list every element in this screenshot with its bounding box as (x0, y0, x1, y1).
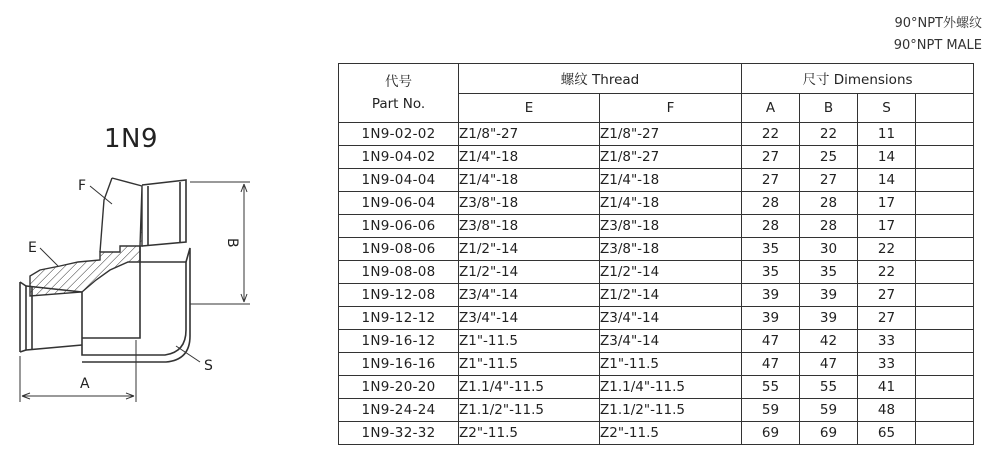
cell-part: 1N9-12-08 (339, 284, 459, 307)
cell-B: 39 (800, 307, 858, 330)
cell-B: 59 (800, 399, 858, 422)
cell-S: 17 (858, 192, 916, 215)
cell-part: 1N9-04-02 (339, 146, 459, 169)
cell-E: Z1/8"-27 (459, 123, 600, 146)
cell-B: 27 (800, 169, 858, 192)
cell-A: 47 (742, 353, 800, 376)
cell-B: 22 (800, 123, 858, 146)
cell-F: Z1/4"-18 (600, 192, 742, 215)
table-row (339, 307, 974, 330)
cell-blank (916, 146, 974, 169)
cell-A: 35 (742, 261, 800, 284)
part-no-header-cn: 代号 (385, 74, 412, 90)
label-E: E (28, 240, 37, 256)
cell-E: Z1/2"-14 (459, 261, 600, 284)
cell-A: 28 (742, 192, 800, 215)
dimensions-header: 尺寸 Dimensions (742, 64, 974, 94)
cell-A: 55 (742, 376, 800, 399)
cell-S: 14 (858, 146, 916, 169)
cell-part: 1N9-04-04 (339, 169, 459, 192)
cell-blank (916, 123, 974, 146)
cell-A: 69 (742, 422, 800, 445)
cell-part: 1N9-06-06 (339, 215, 459, 238)
cell-part: 1N9-08-06 (339, 238, 459, 261)
cell-blank (916, 192, 974, 215)
elbow-fitting-diagram (0, 0, 320, 464)
table-row (339, 238, 974, 261)
cell-B: 28 (800, 215, 858, 238)
cell-S: 27 (858, 284, 916, 307)
cell-blank (916, 422, 974, 445)
table-row (339, 169, 974, 192)
cell-blank (916, 284, 974, 307)
cell-part: 1N9-02-02 (339, 123, 459, 146)
cell-F: Z1/4"-18 (600, 169, 742, 192)
part-no-header-en: Part No. (371, 96, 426, 112)
label-S: S (204, 358, 213, 374)
cell-E: Z3/4"-14 (459, 307, 600, 330)
cell-S: 48 (858, 399, 916, 422)
cell-E: Z1/4"-18 (459, 146, 600, 169)
cell-F: Z2"-11.5 (600, 422, 742, 445)
cell-F: Z1/2"-14 (600, 261, 742, 284)
cell-A: 47 (742, 330, 800, 353)
table-row (339, 422, 974, 445)
label-A: A (80, 376, 90, 392)
cell-E: Z1/4"-18 (459, 169, 600, 192)
table-row (339, 261, 974, 284)
spec-table (338, 63, 974, 445)
col-header-S: S (858, 93, 916, 123)
table-row (339, 146, 974, 169)
spec-table-body (339, 123, 974, 445)
cell-A: 27 (742, 169, 800, 192)
part-no-header (339, 64, 459, 123)
label-F: F (78, 178, 87, 194)
col-header-F: F (600, 93, 742, 123)
cell-S: 22 (858, 238, 916, 261)
cell-E: Z2"-11.5 (459, 422, 600, 445)
cell-B: 55 (800, 376, 858, 399)
cell-E: Z1.1/2"-11.5 (459, 399, 600, 422)
cell-F: Z3/8"-18 (600, 238, 742, 261)
cell-A: 39 (742, 307, 800, 330)
cell-E: Z1/2"-14 (459, 238, 600, 261)
fitting-drawing (0, 0, 320, 464)
cell-part: 1N9-20-20 (339, 376, 459, 399)
cell-E: Z3/8"-18 (459, 192, 600, 215)
cell-B: 47 (800, 353, 858, 376)
cell-S: 11 (858, 123, 916, 146)
cell-blank (916, 169, 974, 192)
cell-F: Z3/4"-14 (600, 307, 742, 330)
cell-B: 28 (800, 192, 858, 215)
cell-A: 39 (742, 284, 800, 307)
cell-B: 35 (800, 261, 858, 284)
cell-F: Z1"-11.5 (600, 353, 742, 376)
cell-S: 27 (858, 307, 916, 330)
col-header-blank (916, 93, 974, 123)
cell-blank (916, 215, 974, 238)
header-title-cn: 90°NPT外螺纹 (894, 16, 982, 31)
table-row (339, 399, 974, 422)
table-row (339, 353, 974, 376)
cell-S: 22 (858, 261, 916, 284)
cell-part: 1N9-32-32 (339, 422, 459, 445)
col-header-E: E (459, 93, 600, 123)
table-row (339, 192, 974, 215)
cell-E: Z3/8"-18 (459, 215, 600, 238)
table-row (339, 376, 974, 399)
cell-F: Z3/4"-14 (600, 330, 742, 353)
cell-part: 1N9-06-04 (339, 192, 459, 215)
section-hatch (30, 178, 142, 296)
cell-B: 69 (800, 422, 858, 445)
cell-A: 28 (742, 215, 800, 238)
cell-blank (916, 376, 974, 399)
cell-S: 41 (858, 376, 916, 399)
table-row (339, 123, 974, 146)
cell-E: Z1.1/4"-11.5 (459, 376, 600, 399)
cell-blank (916, 238, 974, 261)
cell-blank (916, 261, 974, 284)
cell-S: 33 (858, 353, 916, 376)
cell-E: Z1"-11.5 (459, 353, 600, 376)
cell-part: 1N9-16-12 (339, 330, 459, 353)
cell-F: Z1/8"-27 (600, 123, 742, 146)
cell-B: 25 (800, 146, 858, 169)
cell-B: 39 (800, 284, 858, 307)
table-row (339, 284, 974, 307)
cell-part: 1N9-24-24 (339, 399, 459, 422)
cell-A: 22 (742, 123, 800, 146)
header-title-en: 90°NPT MALE (893, 38, 982, 53)
col-header-A: A (742, 93, 800, 123)
cell-blank (916, 330, 974, 353)
cell-part: 1N9-16-16 (339, 353, 459, 376)
cell-S: 65 (858, 422, 916, 445)
cell-A: 27 (742, 146, 800, 169)
thread-header: 螺纹 Thread (459, 64, 742, 94)
cell-part: 1N9-12-12 (339, 307, 459, 330)
cell-blank (916, 399, 974, 422)
cell-F: Z1.1/4"-11.5 (600, 376, 742, 399)
cell-F: Z1.1/2"-11.5 (600, 399, 742, 422)
cell-blank (916, 307, 974, 330)
cell-S: 33 (858, 330, 916, 353)
cell-S: 17 (858, 215, 916, 238)
cell-F: Z3/8"-18 (600, 215, 742, 238)
cell-A: 35 (742, 238, 800, 261)
label-B: B (224, 238, 240, 248)
cell-S: 14 (858, 169, 916, 192)
cell-F: Z1/2"-14 (600, 284, 742, 307)
part-title: 1N9 (104, 124, 159, 154)
cell-part: 1N9-08-08 (339, 261, 459, 284)
cell-blank (916, 353, 974, 376)
cell-E: Z3/4"-14 (459, 284, 600, 307)
cell-B: 42 (800, 330, 858, 353)
cell-B: 30 (800, 238, 858, 261)
table-row (339, 330, 974, 353)
col-header-B: B (800, 93, 858, 123)
table-row (339, 215, 974, 238)
cell-A: 59 (742, 399, 800, 422)
cell-F: Z1/8"-27 (600, 146, 742, 169)
cell-E: Z1"-11.5 (459, 330, 600, 353)
